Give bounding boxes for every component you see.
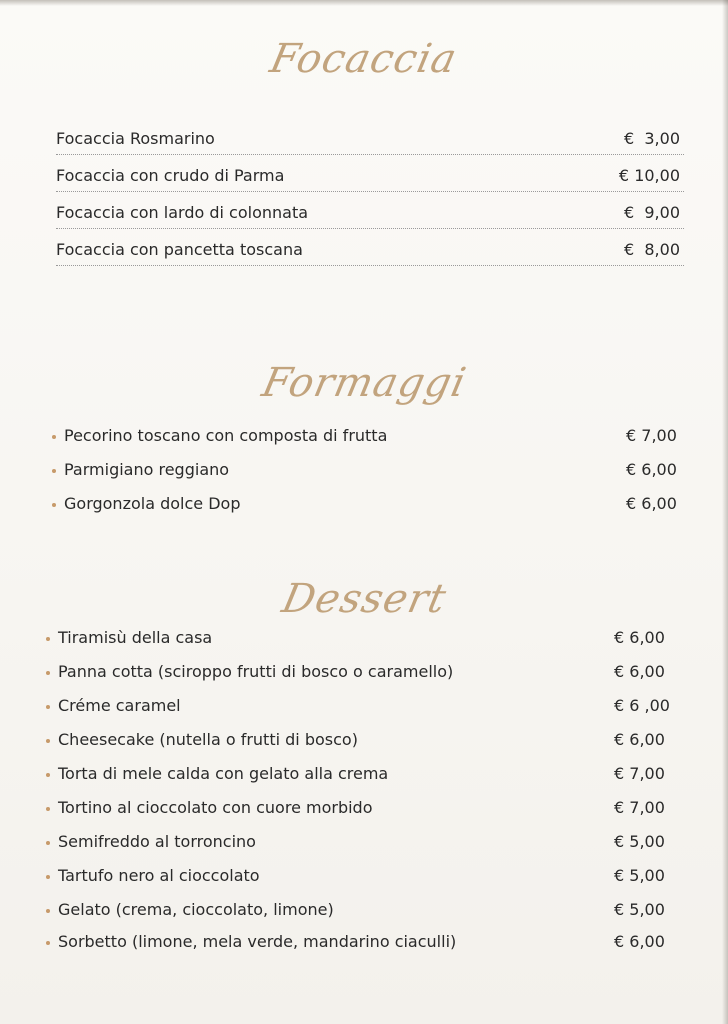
bullet-icon: [46, 941, 50, 945]
section-title-dessert: Dessert: [277, 576, 451, 622]
right-edge-shadow: [722, 0, 728, 1024]
bullet-icon: [46, 739, 50, 743]
menu-item: [52, 426, 682, 450]
item-name: Focaccia con pancetta toscana: [56, 240, 303, 259]
bullet-icon: [46, 637, 50, 641]
item-name: Pecorino toscano con composta di frutta: [64, 426, 388, 445]
menu-item: [46, 798, 686, 822]
item-price: € 7,00: [614, 798, 665, 817]
item-name: Semifreddo al torroncino: [58, 832, 256, 851]
menu-item: [52, 460, 682, 484]
item-name: Focaccia con lardo di colonnata: [56, 203, 309, 222]
menu-item: [46, 900, 686, 924]
item-name: Sorbetto (limone, mela verde, mandarino ciaculli): [58, 932, 457, 951]
item-price: € 7,00: [614, 764, 665, 783]
bullet-icon: [46, 909, 50, 913]
item-price: € 10,00: [618, 166, 680, 185]
item-name: Tartufo nero al cioccolato: [58, 866, 260, 885]
bullet-icon: [46, 773, 50, 777]
bullet-icon: [52, 503, 56, 507]
item-name: Cheesecake (nutella o frutti di bosco): [58, 730, 358, 749]
item-name: Focaccia con crudo di Parma: [56, 166, 285, 185]
item-price: € 6,00: [614, 628, 665, 647]
menu-item: [46, 932, 686, 956]
item-price: € 7,00: [626, 426, 677, 445]
bullet-icon: [46, 807, 50, 811]
item-price: € 5,00: [614, 900, 665, 919]
menu-item: [46, 764, 686, 788]
item-price: € 6,00: [614, 932, 665, 951]
bullet-icon: [46, 841, 50, 845]
menu-item: [56, 198, 684, 229]
item-name: Tiramisù della casa: [58, 628, 213, 647]
bullet-icon: [46, 875, 50, 879]
item-price: € 6 ,00: [614, 696, 670, 715]
menu-item: [46, 832, 686, 856]
bullet-icon: [46, 671, 50, 675]
item-price: € 8,00: [624, 240, 680, 259]
menu-item: [56, 124, 684, 155]
menu-item: [46, 662, 686, 686]
menu-item: [46, 866, 686, 890]
item-price: € 6,00: [614, 730, 665, 749]
menu-item: [46, 696, 686, 720]
item-price: € 9,00: [624, 203, 680, 222]
item-name: Tortino al cioccolato con cuore morbido: [58, 798, 373, 817]
section-title-focaccia: Focaccia: [266, 36, 462, 82]
top-shadow: [0, 0, 728, 6]
section-title-formaggi: Formaggi: [257, 360, 471, 406]
item-price: € 6,00: [626, 494, 677, 513]
menu-item: [46, 730, 686, 754]
menu-item: [56, 161, 684, 192]
item-name: Gorgonzola dolce Dop: [64, 494, 241, 513]
item-price: € 3,00: [624, 129, 680, 148]
item-price: € 6,00: [614, 662, 665, 681]
item-price: € 5,00: [614, 866, 665, 885]
item-price: € 5,00: [614, 832, 665, 851]
item-name: Créme caramel: [58, 696, 181, 715]
menu-item: [56, 235, 684, 266]
item-price: € 6,00: [626, 460, 677, 479]
item-name: Torta di mele calda con gelato alla crema: [58, 764, 389, 783]
bullet-icon: [52, 469, 56, 473]
bullet-icon: [46, 705, 50, 709]
menu-item: [52, 494, 682, 518]
item-name: Focaccia Rosmarino: [56, 129, 215, 148]
bullet-icon: [52, 435, 56, 439]
item-name: Gelato (crema, cioccolato, limone): [58, 900, 334, 919]
item-name: Panna cotta (sciroppo frutti di bosco o caramello): [58, 662, 454, 681]
menu-item: [46, 628, 686, 652]
item-name: Parmigiano reggiano: [64, 460, 230, 479]
